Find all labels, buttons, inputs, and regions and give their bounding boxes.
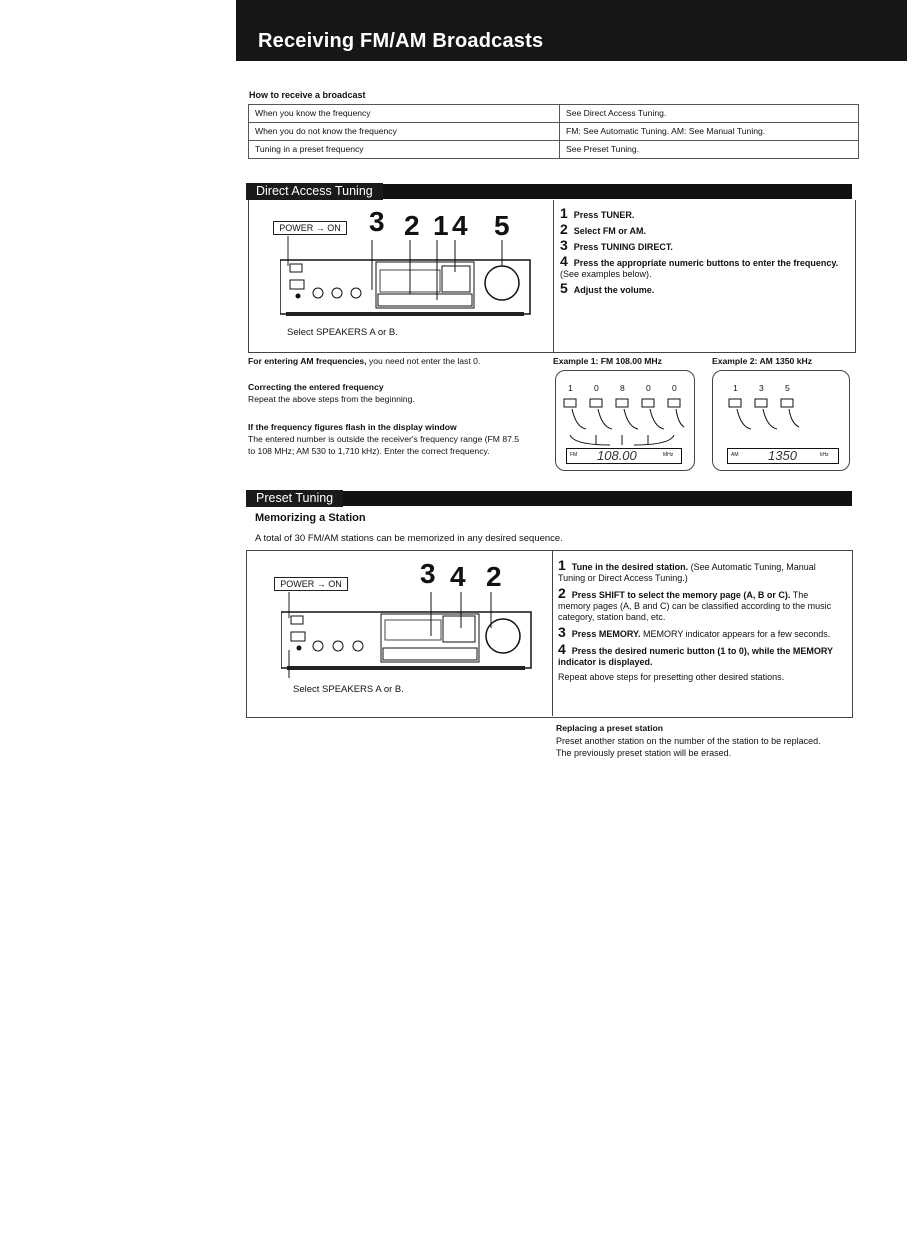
- hand-press-icon: [723, 395, 823, 435]
- table-row: [248, 123, 859, 141]
- preset-divider: [552, 550, 553, 716]
- callout-number: 2: [486, 561, 502, 592]
- step-item: 1 Press TUNER.: [560, 205, 635, 221]
- lcd-display: AM 1350 kHz: [727, 448, 839, 464]
- digit-label: 0: [672, 383, 677, 393]
- step-item: 3 Press MEMORY. MEMORY indicator appears for a few seconds.: [558, 624, 831, 640]
- flash-text: The entered number is outside the receiver's frequency range (FM 87.5: [248, 434, 520, 444]
- am-note: For entering AM frequencies, you need not enter the last 0.: [248, 356, 481, 366]
- table-cell-case: When you do not know the frequency: [248, 123, 559, 140]
- step-item: 2 Press SHIFT to select the memory page (A, B or C). The memory pages (A, B and C) can be classified according to the music category, station band, etc.: [558, 585, 832, 622]
- table-row: [248, 141, 859, 159]
- table-cell-case: Tuning in a preset frequency: [248, 141, 559, 158]
- example2-panel: [712, 370, 850, 471]
- how-to-table: [248, 104, 859, 159]
- receiver-front-panel-diagram: [280, 232, 535, 322]
- table-cell-case: When you know the frequency: [248, 105, 559, 122]
- digit-label: 5: [785, 383, 790, 393]
- flash-text: to 108 MHz; AM 530 to 1,710 kHz). Enter the correct frequency.: [248, 446, 490, 456]
- arrow-lines: [566, 435, 686, 449]
- direct-section-title: Direct Access Tuning: [246, 183, 383, 200]
- step-item: 4 Press the appropriate numeric buttons to enter the frequency. (See examples below).: [560, 253, 839, 279]
- table-cell-action: See Preset Tuning.: [559, 141, 859, 158]
- direct-steps: [560, 205, 845, 296]
- step-item: 1 Tune in the desired station. (See Automatic Tuning, Manual Tuning or Direct Access Tuning.): [558, 557, 816, 583]
- flash-title: If the frequency figures flash in the display window: [248, 422, 457, 432]
- digit-label: 8: [620, 383, 625, 393]
- correcting-text: Repeat the above steps from the beginning.: [248, 394, 415, 404]
- preset-subtitle: Memorizing a Station: [255, 512, 366, 524]
- digit-label: 1: [568, 383, 573, 393]
- how-to-heading: How to receive a broadcast: [249, 90, 366, 100]
- table-row: [248, 105, 859, 123]
- replacing-text: Preset another station on the number of the station to be replaced. The previously preset station will be erased.: [556, 736, 821, 758]
- preset-steps: [558, 557, 842, 682]
- step-item: 3 Press TUNING DIRECT.: [560, 237, 673, 253]
- correcting-title: Correcting the entered frequency: [248, 382, 384, 392]
- callout-number: 2: [404, 210, 420, 241]
- digit-label: 1: [733, 383, 738, 393]
- repeat-note: Repeat above steps for presetting other desired stations.: [558, 672, 785, 682]
- callout-number: 4: [450, 561, 466, 592]
- preset-section-title: Preset Tuning: [246, 490, 343, 507]
- step-item: 4 Press the desired numeric button (1 to 0), while the MEMORY indicator is displayed.: [558, 641, 833, 667]
- step-item: 5 Adjust the volume.: [560, 280, 655, 296]
- callout-number: 4: [452, 210, 468, 241]
- receiver-front-panel-diagram: [281, 588, 536, 680]
- direct-section-bar: [246, 184, 852, 199]
- speakers-note: Select SPEAKERS A or B.: [287, 327, 398, 338]
- direct-divider: [553, 200, 554, 352]
- callout-number: 1: [433, 210, 449, 241]
- step-item: 2 Select FM or AM.: [560, 221, 646, 237]
- power-on-label: POWER → ON: [273, 221, 347, 235]
- table-cell-action: FM: See Automatic Tuning. AM: See Manual Tuning.: [559, 123, 859, 140]
- example1-panel: [555, 370, 695, 471]
- example2-label: Example 2: AM 1350 kHz: [712, 356, 812, 366]
- callout-number: 3: [420, 558, 436, 589]
- page-header-bar: [236, 0, 907, 61]
- speakers-note: Select SPEAKERS A or B.: [293, 684, 404, 695]
- example1-label: Example 1: FM 108.00 MHz: [553, 356, 662, 366]
- preset-section-bar: [246, 491, 852, 506]
- lcd-display: FM 108.00 MHz: [566, 448, 682, 464]
- power-on-label: POWER → ON: [274, 577, 348, 591]
- digit-label: 3: [759, 383, 764, 393]
- digit-label: 0: [646, 383, 651, 393]
- callout-number: 3: [369, 206, 385, 237]
- page-title: Receiving FM/AM Broadcasts: [258, 30, 544, 52]
- digit-label: 0: [594, 383, 599, 393]
- table-cell-action: See Direct Access Tuning.: [559, 105, 859, 122]
- hand-press-icon: [560, 395, 690, 435]
- preset-intro: A total of 30 FM/AM stations can be memorized in any desired sequence.: [255, 533, 563, 544]
- replacing-title: Replacing a preset station: [556, 723, 663, 733]
- callout-number: 5: [494, 210, 510, 241]
